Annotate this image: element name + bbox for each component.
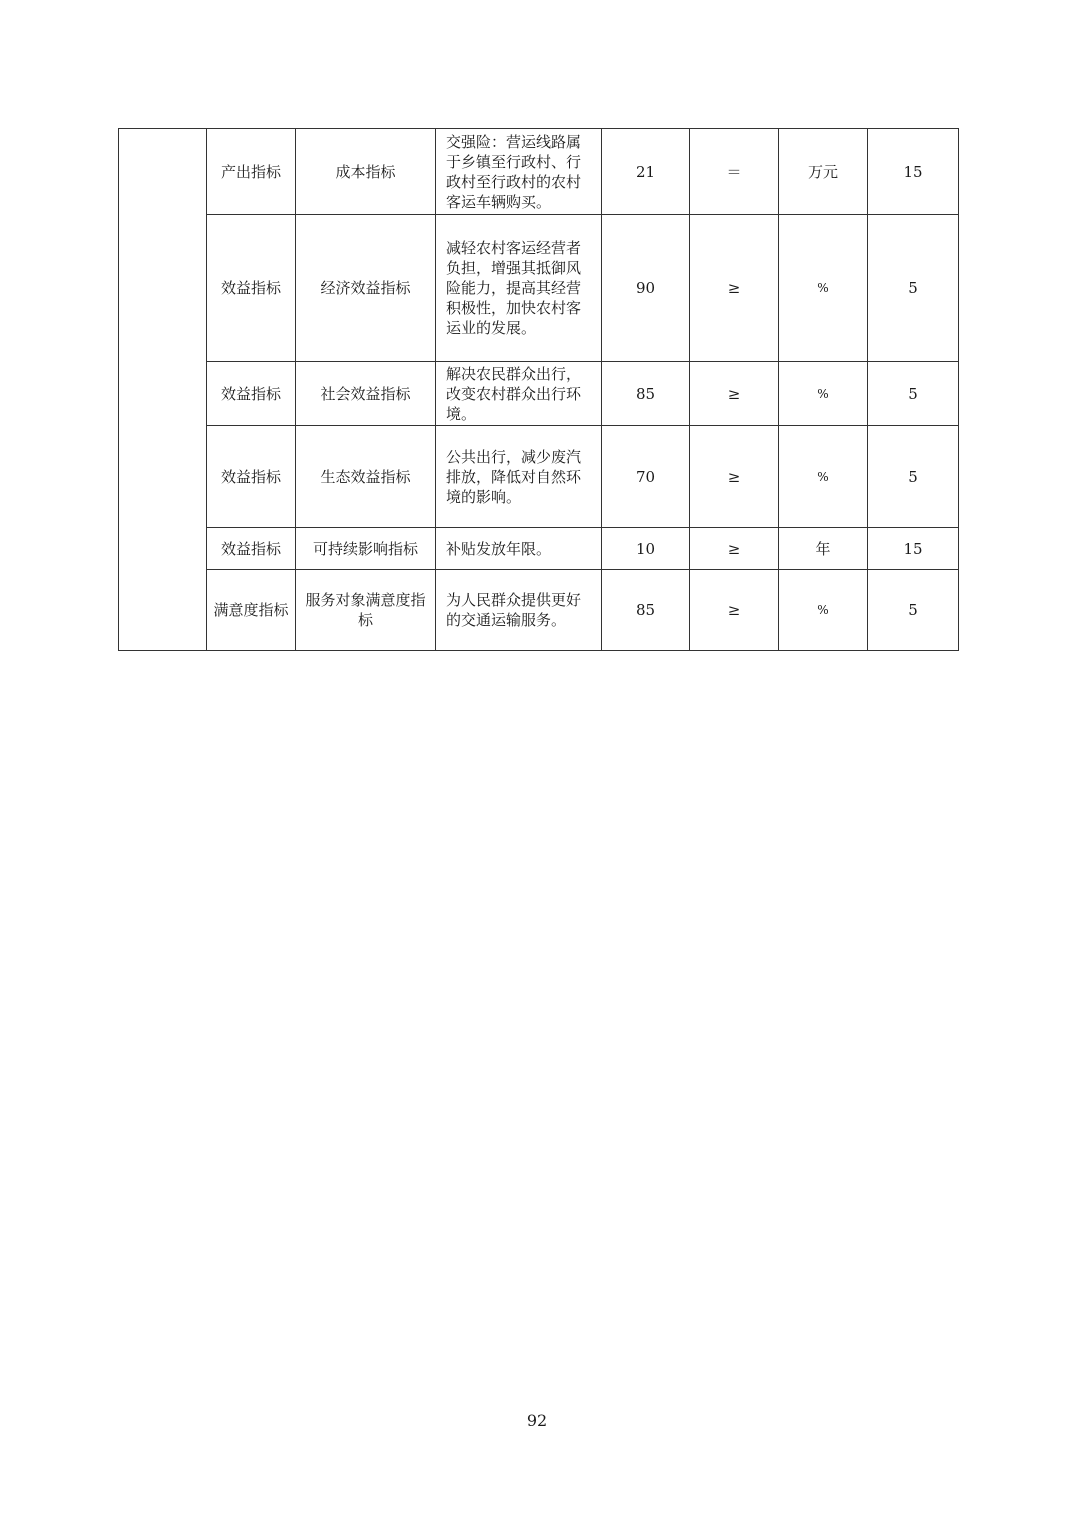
page-number: 92: [526, 1411, 548, 1430]
level1-indicator-cell: 效益指标: [207, 362, 296, 426]
indicator-operator-cell: ≥: [690, 528, 779, 570]
level1-indicator-cell: 效益指标: [207, 215, 296, 362]
table-row: [119, 129, 959, 215]
level1-indicator-cell: 满意度指标: [207, 570, 296, 651]
indicator-value-cell: 21: [602, 129, 690, 215]
merged-blank-cell: [119, 129, 207, 651]
performance-indicator-table: [118, 128, 959, 651]
table-row: [119, 570, 959, 651]
indicator-operator-cell: ≥: [690, 570, 779, 651]
indicator-description-cell: 减轻农村客运经营者负担，增强其抵御风险能力，提高其经营积极性，加快农村客运业的发展。: [436, 215, 602, 362]
indicator-description-cell: 补贴发放年限。: [436, 528, 602, 570]
indicator-description-cell: 解决农民群众出行，改变农村群众出行环境。: [436, 362, 602, 426]
indicator-description-cell: 为人民群众提供更好的交通运输服务。: [436, 570, 602, 651]
level1-indicator-cell: 效益指标: [207, 426, 296, 528]
indicator-value-cell: 10: [602, 528, 690, 570]
indicator-operator-cell: ≥: [690, 362, 779, 426]
indicator-value-cell: 90: [602, 215, 690, 362]
indicator-score-cell: 15: [868, 528, 959, 570]
level2-indicator-cell: 服务对象满意度指标: [296, 570, 436, 651]
indicator-score-cell: 5: [868, 426, 959, 528]
indicator-score-cell: 5: [868, 362, 959, 426]
indicator-operator-cell: ≥: [690, 215, 779, 362]
indicator-score-cell: 5: [868, 570, 959, 651]
table-row: [119, 215, 959, 362]
table-row: [119, 528, 959, 570]
indicator-value-cell: 70: [602, 426, 690, 528]
indicator-description-cell: 交强险：营运线路属于乡镇至行政村、行政村至行政村的农村客运车辆购买。: [436, 129, 602, 215]
level2-indicator-cell: 可持续影响指标: [296, 528, 436, 570]
indicator-description-cell: 公共出行，减少废汽排放，降低对自然环境的影响。: [436, 426, 602, 528]
indicator-unit-cell: 万元: [779, 129, 868, 215]
table-row: [119, 426, 959, 528]
indicator-unit-cell: %: [779, 570, 868, 651]
level1-indicator-cell: 效益指标: [207, 528, 296, 570]
level2-indicator-cell: 社会效益指标: [296, 362, 436, 426]
indicator-score-cell: 5: [868, 215, 959, 362]
level2-indicator-cell: 成本指标: [296, 129, 436, 215]
level2-indicator-cell: 经济效益指标: [296, 215, 436, 362]
indicator-score-cell: 15: [868, 129, 959, 215]
indicator-value-cell: 85: [602, 362, 690, 426]
indicator-unit-cell: 年: [779, 528, 868, 570]
indicator-value-cell: 85: [602, 570, 690, 651]
indicator-unit-cell: %: [779, 362, 868, 426]
table-row: [119, 362, 959, 426]
indicator-operator-cell: ≥: [690, 426, 779, 528]
indicator-unit-cell: %: [779, 426, 868, 528]
indicator-operator-cell: ＝: [690, 129, 779, 215]
indicator-unit-cell: %: [779, 215, 868, 362]
level1-indicator-cell: 产出指标: [207, 129, 296, 215]
level2-indicator-cell: 生态效益指标: [296, 426, 436, 528]
